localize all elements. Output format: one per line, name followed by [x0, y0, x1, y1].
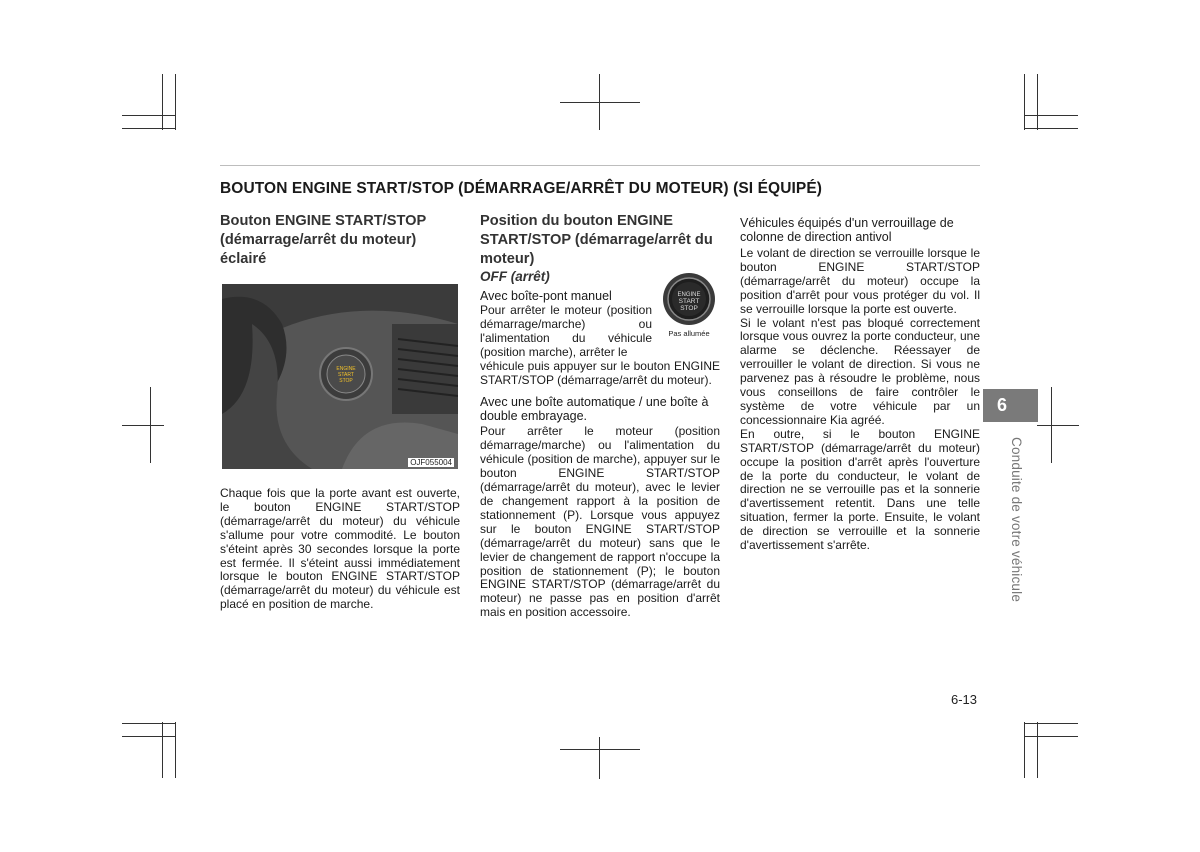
- registration-mark: [1051, 387, 1052, 463]
- page-title: BOUTON ENGINE START/STOP (DÉMARRAGE/ARRÊT DU MOTEUR) (SI ÉQUIPÉ): [220, 180, 823, 197]
- svg-text:STOP: STOP: [339, 378, 353, 384]
- crop-mark: [162, 722, 163, 778]
- crop-mark: [1037, 722, 1038, 778]
- figure-code: OJF055004: [410, 458, 452, 467]
- svg-text:ENGINE: ENGINE: [336, 366, 356, 372]
- chapter-title: Conduite de votre véhicule: [1009, 437, 1024, 603]
- button-label: START: [678, 298, 700, 305]
- crop-mark: [175, 722, 176, 778]
- crop-mark: [122, 736, 176, 737]
- crop-mark: [175, 74, 176, 130]
- crop-mark: [162, 74, 163, 130]
- crop-mark: [1024, 723, 1078, 724]
- header-rule: [220, 165, 980, 166]
- manual-title: Avec boîte-pont manuel: [480, 289, 612, 303]
- figure-start-button-off: [658, 269, 720, 339]
- paragraph: Si le volant n'est pas bloqué correctement lorsque vous ouvrez la porte conducteur, une alarme se déclenche. Réessayer de verrouiller le volant de direction. Si vous ne parvenez pas à résoudre le problème, nous vous conseillons de faire contrôler le système de votre véhicule par un concessionnaire Kia agréé.: [740, 315, 980, 427]
- body-text: Chaque fois que la porte avant est ouverte, le bouton ENGINE START/STOP (démarrage/arrêt du moteur) du véhicule s'allume pour votre commodité. Le bouton s'éteint après 30 secondes lorsque la porte est fermée. Il s'éteint aussi immédiatement lorsque le bouton ENGINE START/STOP (démarrage/arrêt du moteur) du véhicule est placé en position de marche.: [220, 486, 460, 612]
- crop-mark: [122, 115, 176, 116]
- manual-body-narrow: Pour arrêter le moteur (position démarrage/marche) ou l'alimentation du véhicule (position marche), arrêter le: [480, 303, 652, 359]
- crop-mark: [1024, 736, 1078, 737]
- figure-start-button-illuminated: [222, 284, 458, 469]
- column-1-body: [220, 487, 460, 612]
- crop-mark: [1037, 74, 1038, 130]
- crop-mark: [122, 723, 176, 724]
- dashboard-illustration: [222, 284, 458, 469]
- crop-mark: [1024, 74, 1025, 130]
- paragraph: En outre, si le bouton ENGINE START/STOP (démarrage/arrêt du moteur) occupe la position d'arrêt après l'ouverture de la porte du conducteur, le volant de direction ne se verrouille pas et la sonnerie d'avertissement retentit. Dans une telle situation, fermer la porte. Ensuite, le volant de direction se verrouille et la sonnerie d'avertissement s'arrête.: [740, 426, 980, 553]
- section-heading: Bouton ENGINE START/STOP (démarrage/arrêt du moteur) éclairé: [220, 213, 426, 267]
- crop-mark: [122, 128, 176, 129]
- button-label: ENGINE: [677, 292, 701, 298]
- registration-mark: [599, 737, 600, 779]
- registration-mark: [560, 749, 640, 750]
- section-heading: Position du bouton ENGINE START/STOP (démarrage/arrêt du moteur): [480, 213, 713, 267]
- crop-mark: [1024, 128, 1078, 129]
- chapter-tab: [983, 389, 1038, 422]
- chapter-number: 6: [997, 395, 1008, 415]
- crop-mark: [1024, 115, 1078, 116]
- crop-mark: [1024, 722, 1025, 778]
- svg-text:START: START: [338, 372, 354, 378]
- auto-body: Pour arrêter le moteur (position démarrage/marche) ou l'alimentation du véhicule (position de marche), appuyer sur le bouton ENGINE START/STOP (démarrage/arrêt du moteur), avec le levier de changement rapport à la position de stationnement (P). Lorsque vous appuyez sur le bouton ENGINE START/STOP (démarrage/arrêt du moteur) sans que le levier de changement de rapport n'occupe la position de stationnement (P); le bouton ENGINE START/STOP (démarrage/arrêt du moteur) ne passe pas en position d'arrêt mais en position accessoire.: [480, 424, 720, 620]
- manual-body-wide: véhicule puis appuyer sur le bouton ENGINE START/STOP (démarrage/arrêt du moteur).: [480, 358, 720, 387]
- auto-title: Avec une boîte automatique / une boîte à double embrayage.: [480, 395, 709, 424]
- section-title: Véhicules équipés d'un verrouillage de colonne de direction antivol: [740, 216, 954, 244]
- registration-mark: [122, 425, 164, 426]
- button-label: STOP: [680, 305, 698, 312]
- start-stop-button-icon: [658, 269, 720, 339]
- button-caption: Pas allumée: [668, 329, 710, 338]
- subheading-off: OFF (arrêt): [480, 269, 550, 284]
- registration-mark: [560, 102, 640, 103]
- column-1: [220, 212, 460, 269]
- page-number: 6-13: [951, 692, 978, 707]
- registration-mark: [150, 387, 151, 463]
- registration-mark: [599, 74, 600, 130]
- column-3: [740, 216, 980, 553]
- paragraph: Le volant de direction se verrouille lorsque le bouton ENGINE START/STOP (démarrage/arrêt du moteur) occupe la position d'arrêt pour vous protéger du vol. Il se verrouille lorsque la porte est ouverte.: [740, 246, 980, 316]
- registration-mark: [1037, 425, 1079, 426]
